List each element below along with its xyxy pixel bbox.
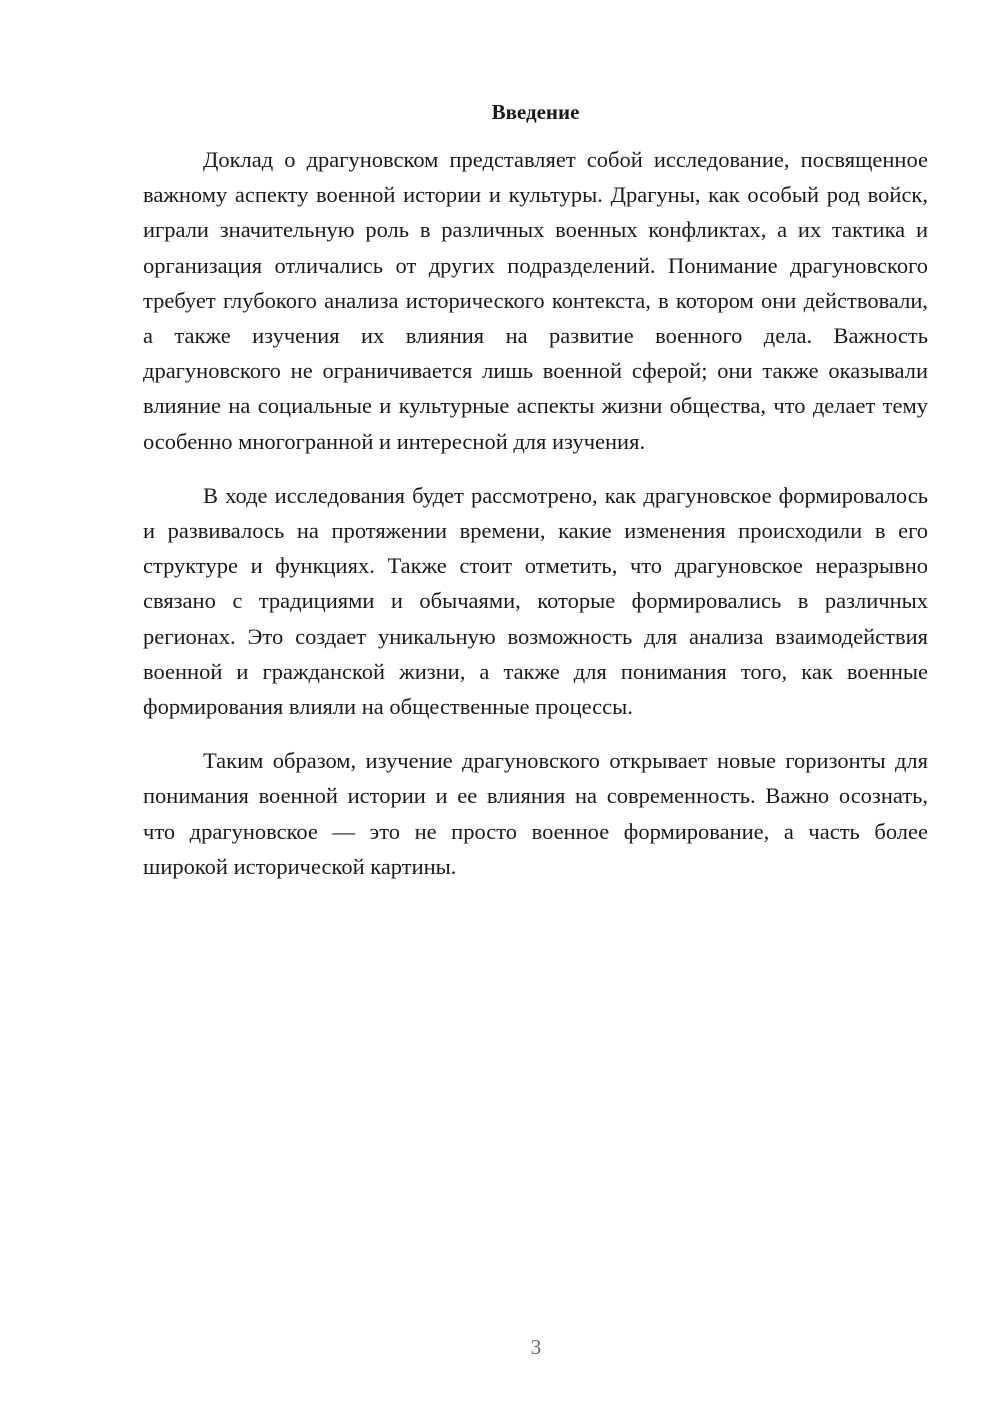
page-title: Введение: [491, 100, 580, 124]
page-number: 3: [530, 1335, 542, 1359]
body-text: [143, 142, 928, 903]
paragraph-2: В ходе исследования будет рассмотрено, как драгуновское формировалось и развивалось на протяжении времени, какие изменения происходили в его структуре и функциях. Также стоит отметить, что драгуновское неразрывно связано с традициями и обычаями, которые формировались в различных регионах. Это создает уникальную возможность для анализа взаимодействия военной и гражданской жизни, а также для понимания того, как военные формирования влияли на общественные процессы.: [143, 482, 928, 720]
paragraph-1: Доклад о драгуновском представляет собой исследование, посвященное важному аспекту военной истории и культуры. Драгуны, как особый род войск, играли значительную роль в различных военных конфликтах, а их тактика и организация отличались от других подразделений. Понимание драгуновского требует глубокого анализа исторического контекста, в котором они действовали, а также изучения их влияния на развитие военного дела. Важность драгуновского не ограничивается лишь военной сферой; они также оказывали влияние на социальные и культурные аспекты жизни общества, что делает тему особенно многогранной и интересной для изучения.: [143, 147, 928, 454]
paragraph-3: Таким образом, изучение драгуновского открывает новые горизонты для понимания военной истории и ее влияния на современность. Важно осознать, что драгуновское — это не просто военное формирование, а часть более широкой исторической картины.: [143, 748, 928, 879]
